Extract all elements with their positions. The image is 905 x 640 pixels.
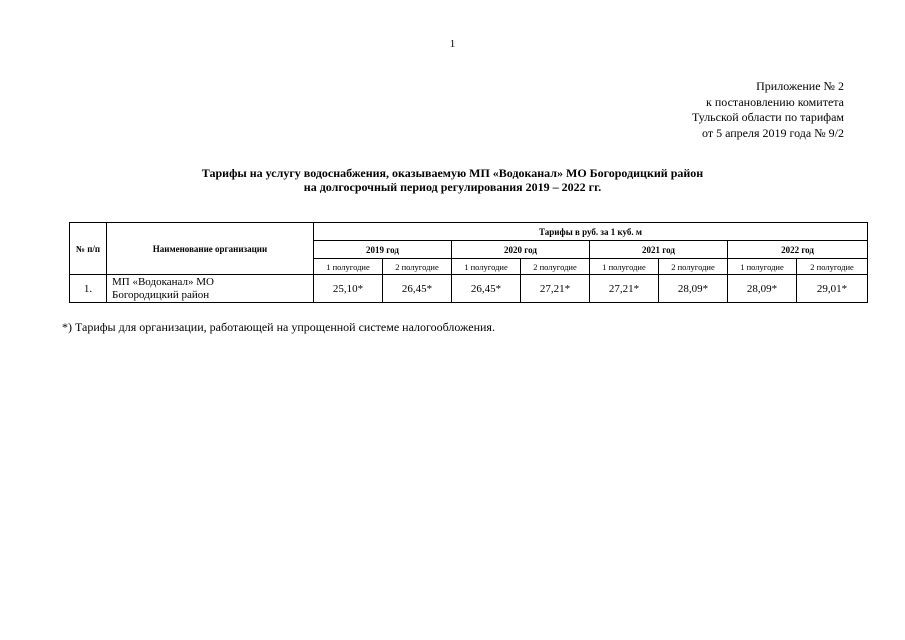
appendix-line: от 5 апреля 2019 года № 9/2 [701, 125, 844, 140]
tariff-cell: 26,45* [452, 275, 521, 303]
header-year: 2019 год [314, 241, 452, 259]
title-line: на долгосрочный период регулирования 2019 – 2022 гг. [303, 180, 602, 194]
header-half: 1 полугодие [314, 259, 383, 275]
table-header-row [70, 223, 868, 241]
tariff-table [69, 222, 868, 303]
appendix-line: Тульской области по тарифам [691, 110, 844, 124]
tariff-cell: 25,10* [314, 275, 383, 303]
header-num: № п/п [70, 223, 107, 275]
tariff-cell: 28,09* [728, 275, 797, 303]
tariff-cell: 28,09* [659, 275, 728, 303]
tariff-cell: 27,21* [521, 275, 590, 303]
footnote: *) Тарифы для организации, работающей на упрощенной системе налогообложения. [62, 320, 495, 334]
row-number: 1. [70, 275, 107, 303]
org-name [107, 275, 314, 303]
header-org: Наименование организации [107, 223, 314, 275]
header-half: 2 полугодие [383, 259, 452, 275]
header-half: 1 полугодие [728, 259, 797, 275]
tariff-cell: 29,01* [797, 275, 868, 303]
page-number: 1 [449, 38, 456, 50]
appendix-line: Приложение № 2 [756, 79, 844, 93]
header-year: 2022 год [728, 241, 868, 259]
table-row [70, 275, 868, 303]
appendix-line: к постановлению комитета [706, 94, 844, 109]
tariff-cell: 26,45* [383, 275, 452, 303]
document-title [0, 166, 905, 194]
org-name-line: Богородицкий район [112, 288, 210, 301]
header-half: 1 полугодие [590, 259, 659, 275]
tariff-cell: 27,21* [590, 275, 659, 303]
appendix-header [692, 79, 844, 141]
header-year: 2021 год [590, 241, 728, 259]
header-tariffs: Тарифы в руб. за 1 куб. м [314, 223, 868, 241]
header-half: 2 полугодие [797, 259, 868, 275]
header-year: 2020 год [452, 241, 590, 259]
title-line: Тарифы на услугу водоснабжения, оказываемую МП «Водоканал» МО Богородицкий район [201, 166, 704, 180]
header-half: 2 полугодие [659, 259, 728, 275]
org-name-line: МП «Водоканал» МО [112, 275, 214, 288]
header-half: 1 полугодие [452, 259, 521, 275]
header-half: 2 полугодие [521, 259, 590, 275]
